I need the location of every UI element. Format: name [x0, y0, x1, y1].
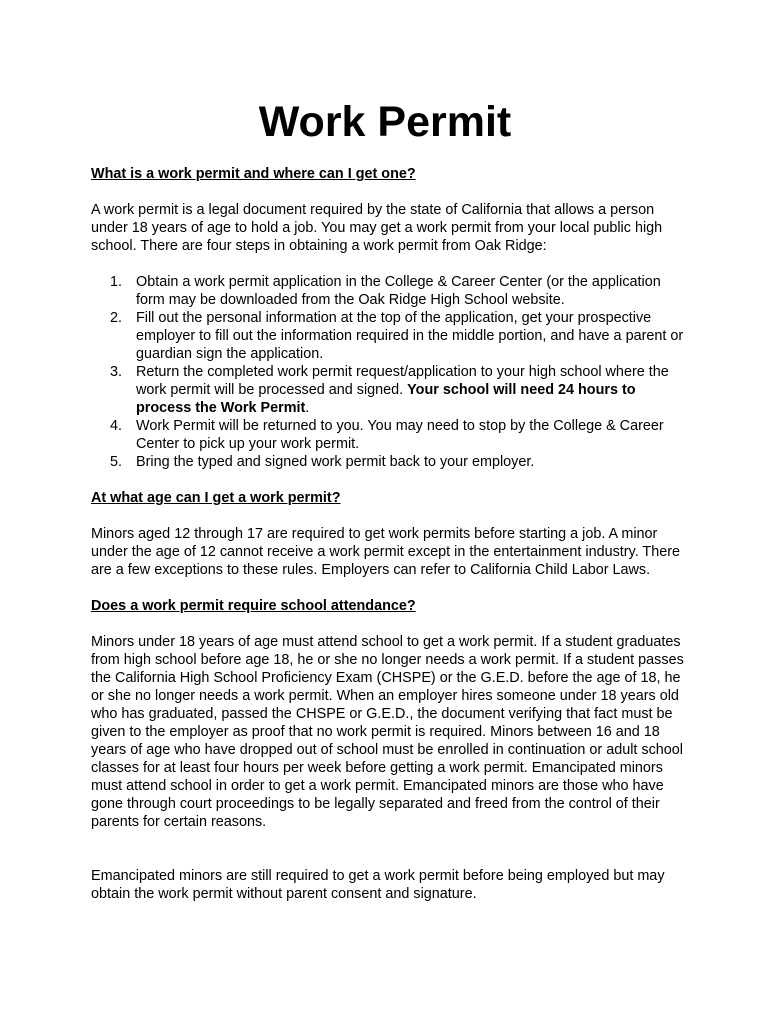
section-heading-age: At what age can I get a work permit? — [91, 490, 341, 506]
step-text: Bring the typed and signed work permit back to your employer. — [136, 454, 535, 470]
document-body — [91, 165, 691, 921]
section-emancipated-paragraph: Emancipated minors are still required to get a work permit before being employed but may obtain the work permit without parent consent and signature. — [91, 868, 665, 902]
section-heading-what-is: What is a work permit and where can I get one? — [91, 166, 416, 182]
step-text: Fill out the personal information at the top of the application, get your prospective employer to fill out the information required in the middle portion, and have a parent or guardian sign the application. — [136, 310, 684, 362]
step-number: 4. — [110, 418, 123, 434]
steps-list — [91, 273, 691, 471]
section-heading-attendance: Does a work permit require school attendance? — [91, 598, 416, 614]
step-text: Return the completed work permit request/application to your high school where the work permit will be processed and signed. — [136, 364, 669, 398]
step-number: 2. — [110, 310, 123, 326]
section-intro-paragraph: A work permit is a legal document required by the state of California that allows a person under 18 years of age to hold a job. You may get a work permit from your local public high school. There are four steps in obtaining a work permit from Oak Ridge: — [91, 202, 663, 254]
section-attendance-paragraph: Minors under 18 years of age must attend school to get a work permit. If a student graduates from high school before age 18, he or she no longer needs a work permit. If a student passes the California High School Proficiency Exam (CHSPE) or the G.E.D. before the age of 18, he or she no longer needs a work permit. When an employer hires someone under 18 years old who has graduated, passed the CHSPE or G.E.D., the document verifying that fact must be given to the employer as proof that no work permit is required. Minors between 16 and 18 years of age who have dropped out of school must be enrolled in continuation or adult school classes for at least four hours per week before getting a work permit. Emancipated minors must attend school in order to get a work permit. Emancipated minors are those who have gone through court proceedings to be legally separated and freed from the control of their parents for certain reasons. — [91, 634, 684, 830]
step-number: 3. — [110, 364, 123, 380]
section-age-paragraph: Minors aged 12 through 17 are required to get work permits before starting a job. A minor under the age of 12 cannot receive a work permit except in the entertainment industry. There are a few exceptions to these rules. Employers can refer to California Child Labor Laws. — [91, 526, 681, 578]
step-number: 5. — [110, 454, 123, 470]
list-item — [91, 363, 691, 417]
step-text: Obtain a work permit application in the College & Career Center (or the application form may be downloaded from the Oak Ridge High School website. — [136, 274, 661, 308]
step-text-end: . — [305, 400, 310, 416]
step-text: Work Permit will be returned to you. You may need to stop by the College & Career Center to pick up your work permit. — [136, 418, 664, 452]
list-item — [91, 273, 691, 309]
list-item — [91, 417, 691, 453]
page-title: Work Permit — [258, 98, 512, 146]
list-item — [91, 309, 691, 363]
step-emphasis: Your school will need 24 hours to process the Work Permit — [136, 382, 636, 416]
list-item — [91, 453, 691, 471]
step-number: 1. — [110, 274, 123, 290]
